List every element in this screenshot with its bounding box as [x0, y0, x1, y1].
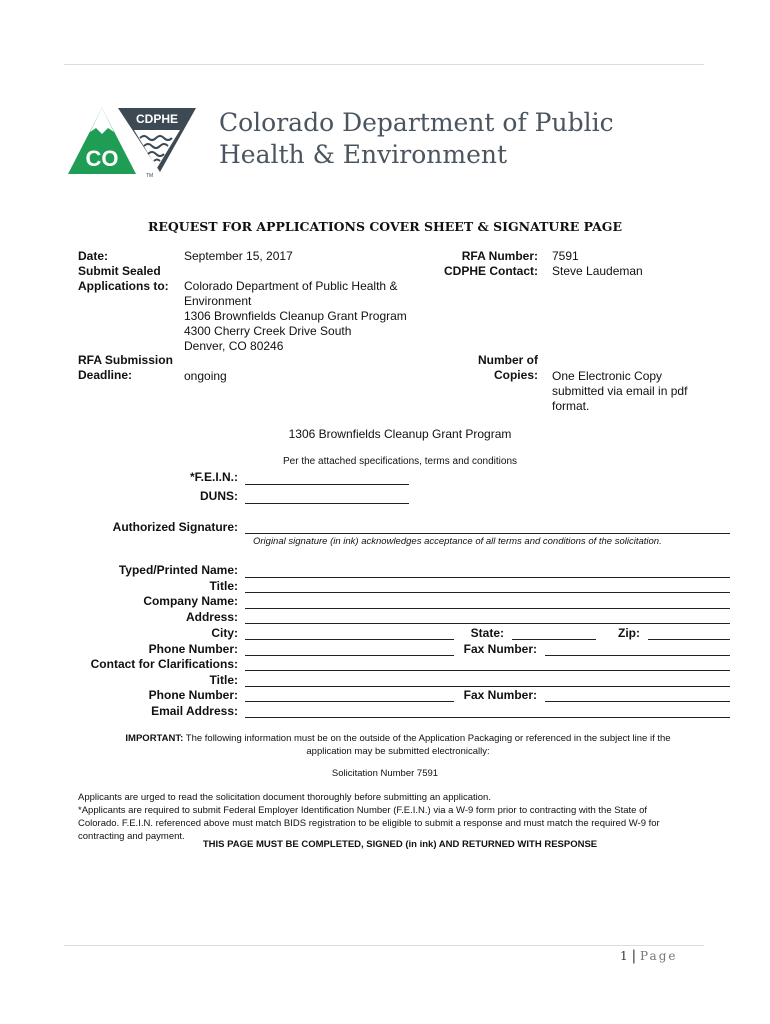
title2-field[interactable]: [245, 686, 730, 687]
submit-label: Submit Sealed Applications to:: [78, 264, 169, 293]
svg-text:CDPHE: CDPHE: [135, 112, 179, 126]
phone2-label: Phone Number:: [148, 688, 238, 702]
copies-label: Number of Copies:: [478, 353, 538, 382]
fax2-label: Fax Number:: [463, 688, 537, 702]
org-line-1: Colorado Department of Public: [219, 108, 614, 137]
signature-label: Authorized Signature:: [112, 520, 238, 534]
duns-field[interactable]: [245, 503, 409, 504]
phone-label: Phone Number:: [148, 642, 238, 656]
company-name-label: Company Name:: [143, 594, 238, 608]
email-label: Email Address:: [151, 704, 238, 718]
company-name-field[interactable]: [245, 608, 730, 609]
deadline-label: RFA Submission Deadline:: [78, 353, 173, 382]
svg-text:TM: TM: [146, 173, 154, 178]
title-field[interactable]: [245, 592, 730, 593]
cdphe-logo: [68, 106, 200, 178]
date-value: September 15, 2017: [184, 249, 293, 263]
zip-field[interactable]: [648, 639, 730, 640]
fein-field[interactable]: [245, 484, 409, 485]
clarifications-field[interactable]: [245, 670, 730, 671]
city-label: City:: [211, 626, 238, 640]
email-field[interactable]: [245, 717, 730, 718]
copies-value: One Electronic Copy submitted via email in pdf format.: [552, 369, 688, 413]
title2-label: Title:: [209, 673, 238, 687]
organization-name: [219, 107, 614, 171]
fax-field[interactable]: [545, 655, 730, 656]
page-heading: REQUEST FOR APPLICATIONS COVER SHEET & SIGNATURE PAGE: [148, 219, 622, 234]
fax-label: Fax Number:: [463, 642, 537, 656]
state-label: State:: [470, 626, 504, 640]
date-label: Date:: [78, 249, 109, 263]
signature-note: Original signature (in ink) acknowledges acceptance of all terms and conditions of the solicitation.: [253, 536, 662, 547]
contact-value: Steve Laudeman: [552, 264, 643, 278]
clarifications-label: Contact for Clarifications:: [90, 657, 238, 671]
deadline-value: ongoing: [184, 369, 227, 383]
header-rule: [64, 64, 704, 65]
typed-name-label: Typed/Printed Name:: [118, 563, 238, 577]
solicitation-number: Solicitation Number 7591: [331, 768, 439, 779]
signature-field[interactable]: [245, 533, 730, 534]
notes: Applicants are urged to read the solicitation document thoroughly before submitting an application. *Applicants are required to submit Federal Employer Identification Number (F.E.I.N.) via a W-9 form prior to contracting with the State of Colorado. F.E.I.N. referenced above must match BIDS registration to be eligible to submit a response and must match the required W-9 for contracting and payment.: [78, 792, 660, 842]
page-indicator: 1 | Page: [620, 948, 678, 964]
typed-name-field[interactable]: [245, 577, 730, 578]
zip-label: Zip:: [618, 626, 640, 640]
fax2-field[interactable]: [545, 701, 730, 702]
org-line-2: Health & Environment: [219, 140, 508, 169]
title-label: Title:: [209, 579, 238, 593]
fein-label: *F.E.I.N.:: [189, 470, 238, 484]
final-notice: THIS PAGE MUST BE COMPLETED, SIGNED (in ink) AND RETURNED WITH RESPONSE: [202, 839, 598, 850]
important-note: IMPORTANT: The following information must be on the outside of the Application Packaging or referenced in the subject line if the application may be submitted electronically:: [125, 733, 671, 757]
svg-text:CO: CO: [85, 146, 119, 171]
address-field[interactable]: [245, 623, 730, 624]
address-label: Address:: [185, 610, 238, 624]
specs-note: Per the attached specifications, terms and conditions: [282, 456, 518, 467]
submit-address: Colorado Department of Public Health & Environment 1306 Brownfields Cleanup Grant Program 4300 Cherry Creek Drive South Denver, CO 80246: [184, 279, 407, 353]
footer-rule: [64, 945, 704, 946]
rfa-number-value: 7591: [552, 249, 579, 263]
duns-label: DUNS:: [200, 489, 238, 503]
contact-label: CDPHE Contact:: [443, 264, 538, 278]
rfa-number-label: RFA Number:: [461, 249, 538, 263]
program-title: 1306 Brownfields Cleanup Grant Program: [288, 427, 512, 441]
